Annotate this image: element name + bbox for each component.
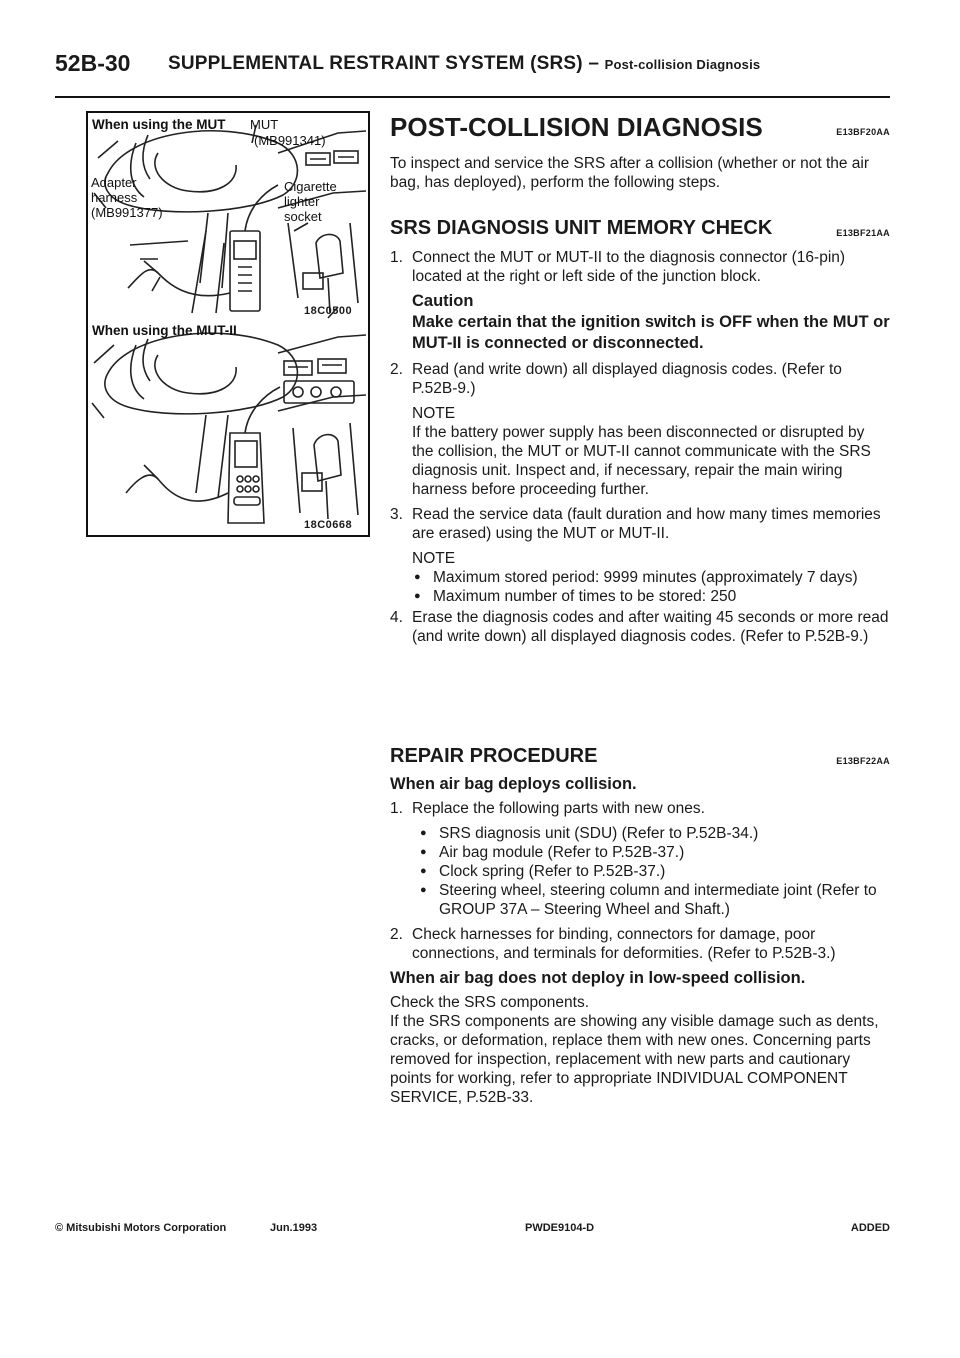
callout-cigarette: Cigarette — [284, 179, 337, 194]
heading-post-collision: POST-COLLISION DIAGNOSIS — [390, 112, 763, 142]
chapter-title-text: SUPPLEMENTAL RESTRAINT SYSTEM (SRS) — [168, 53, 583, 74]
figure-mut-label: When using the MUT — [92, 117, 226, 132]
section-memory-check-heading — [390, 216, 890, 242]
step-text: Read the service data (fault duration and how many times memories are erased) using the MUT or MUT-II. — [412, 506, 881, 542]
chapter-title — [168, 53, 760, 75]
callout-adapter: Adapter — [91, 175, 137, 190]
step-item — [390, 799, 890, 919]
figure-mut-ii — [88, 323, 368, 535]
title-dash: – — [588, 53, 600, 74]
parts-list-item: ● SRS diagnosis unit (SDU) (Refer to P.52B-34.) — [418, 824, 890, 843]
parts-list-item: ● Air bag module (Refer to P.52B-37.) — [418, 843, 890, 862]
section-repair-heading — [390, 744, 890, 770]
callout-harness: harness — [91, 190, 138, 205]
figure-mut-ii-label: When using the MUT-II — [92, 323, 237, 338]
caution-label: Caution — [412, 292, 474, 310]
step-item — [390, 505, 890, 606]
footer-copyright: © Mitsubishi Motors Corporation — [55, 1222, 227, 1234]
mut-ii-connection-drawing — [88, 323, 368, 535]
step-number: 1. — [390, 800, 403, 817]
step-number: 4. — [390, 609, 403, 626]
callout-mut: MUT — [250, 117, 279, 132]
intro-paragraph: To inspect and service the SRS after a collision (whether or not the air bag, has deployed), perform the following steps. — [390, 155, 870, 191]
footer-date: Jun.1993 — [270, 1222, 318, 1234]
footer-status: ADDED — [850, 1222, 890, 1234]
illustration-box — [86, 111, 370, 537]
callout-socket: socket — [284, 209, 322, 224]
step-item — [390, 608, 890, 646]
paragraph: If the SRS components are showing any visible damage such as dents, cracks, or deformation, replace them with new ones. Concerning parts removed for inspection, replacement with new parts and cautionary points for working, refer to appropriate INDIVIDUAL COMPONENT SERVICE, P.52B-33. — [390, 1013, 879, 1106]
step-number: 2. — [390, 926, 403, 943]
note-label: NOTE — [412, 405, 456, 422]
section-code: E13BF21AA — [836, 228, 890, 238]
figure-mut — [88, 113, 368, 323]
caution-text: Make certain that the ignition switch is OFF when the MUT or MUT-II is connected or disconnected. — [412, 313, 890, 352]
parts-list-item: ● Clock spring (Refer to P.52B-37.) — [418, 862, 890, 881]
step-item — [390, 248, 890, 354]
page-number: 52B-30 — [55, 50, 131, 76]
figure-mut-code: 18C0500 — [304, 305, 353, 317]
section-code: E13BF20AA — [836, 127, 890, 137]
step-number: 3. — [390, 506, 403, 523]
parts-list — [418, 824, 890, 919]
main-text-column — [390, 112, 890, 1107]
subheading-not-deploy: When air bag does not deploy in low-speed collision. — [390, 969, 806, 987]
step-number: 2. — [390, 361, 403, 378]
callout-lighter: lighter — [284, 194, 320, 209]
step-text: Read (and write down) all displayed diagnosis codes. (Refer to P.52B-9.) — [412, 361, 842, 397]
note-text: If the battery power supply has been disconnected or disrupted by the collision, the MUT or MUT-II cannot communicate with the SRS diagnosis unit. Inspect and, if necessary, repair the main wiring harness before proceeding further. — [412, 424, 871, 498]
footer-doc-code: PWDE9104-D — [525, 1222, 595, 1234]
chapter-subtitle: Post-collision Diagnosis — [604, 57, 761, 72]
note-label: NOTE — [412, 550, 456, 567]
step-text: Check harnesses for binding, connectors for damage, poor connections, and terminals for deformities. (Refer to P.52B-3.) — [412, 926, 836, 962]
parts-list-item: ● Steering wheel, steering column and intermediate joint (Refer to GROUP 37A – Steering Wheel and Shaft.) — [418, 881, 890, 919]
heading-repair-procedure: REPAIR PROCEDURE — [390, 745, 598, 767]
section-post-collision-heading — [390, 112, 890, 146]
step-text: Connect the MUT or MUT-II to the diagnosis connector (16-pin) located at the right or left side of the junction block. — [412, 249, 846, 285]
note-bullet: ● Maximum stored period: 9999 minutes (approximately 7 days) — [412, 568, 890, 587]
page-header — [55, 50, 890, 98]
page-footer — [55, 1222, 890, 1236]
figure-mut-ii-code: 18C0668 — [304, 519, 353, 531]
section-code: E13BF22AA — [836, 756, 890, 766]
step-text: Erase the diagnosis codes and after waiting 45 seconds or more read (and write down) all displayed diagnosis codes. (Refer to P.52B-9.) — [412, 609, 889, 645]
step-text: Replace the following parts with new ones. — [412, 800, 705, 817]
step-number: 1. — [390, 249, 403, 266]
step-item — [390, 360, 890, 499]
note-bullet: ● Maximum number of times to be stored: 250 — [412, 587, 890, 606]
step-item — [390, 925, 890, 963]
callout-adapter-part: (MB991377) — [91, 205, 163, 220]
paragraph: Check the SRS components. — [390, 994, 590, 1011]
heading-memory-check: SRS DIAGNOSIS UNIT MEMORY CHECK — [390, 217, 773, 239]
subheading-deploys: When air bag deploys collision. — [390, 775, 637, 793]
callout-mut-part: (MB991341) — [254, 133, 326, 148]
